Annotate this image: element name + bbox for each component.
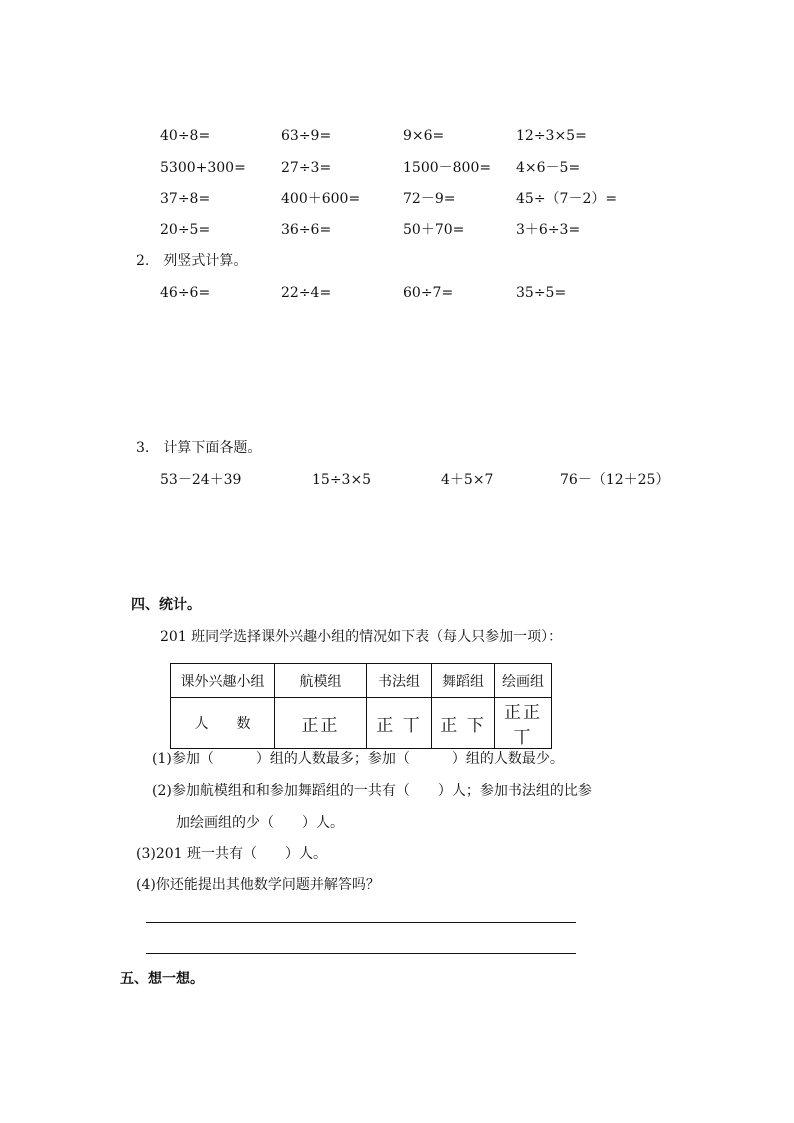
interest-group-table: [170, 663, 552, 749]
calc-item: 3＋6÷3=: [516, 222, 581, 238]
section-4-title: 四、统计。: [131, 597, 201, 613]
table-header-cell: 课外兴趣小组: [171, 664, 275, 698]
stat-question-1: (1)参加（ ）组的人数最多；参加（ ）组的人数最少。: [152, 751, 564, 767]
calc-item: 15÷3×5: [312, 472, 372, 488]
table-row: [171, 664, 552, 698]
table-header-cell: 舞蹈组: [432, 664, 495, 698]
table-header-cell: 书法组: [367, 664, 432, 698]
section-4-intro: 201 班同学选择课外兴趣小组的情况如下表（每人只参加一项）：: [160, 629, 563, 645]
calc-item: 35÷5=: [516, 285, 567, 301]
q3-heading: 3. 计算下面各题。: [136, 440, 262, 456]
calc-item: 4×6－5=: [516, 160, 581, 176]
tally-cell: 正正: [275, 698, 367, 749]
calc-item: 400＋600=: [281, 191, 361, 207]
stat-question-3: (3)201 班一共有（ ）人。: [136, 846, 328, 862]
calc-item: 76－（12＋25）: [560, 472, 670, 488]
calc-item: 1500－800=: [403, 160, 492, 176]
calc-item: 27÷3=: [281, 160, 332, 176]
q2-heading: 2. 列竖式计算。: [136, 253, 248, 269]
answer-line: [146, 953, 576, 954]
calc-item: 46÷6=: [160, 285, 211, 301]
calc-item: 50＋70=: [403, 222, 465, 238]
calc-item: 60÷7=: [403, 285, 454, 301]
table-row-label: 人 数: [171, 698, 275, 749]
tally-cell: 正 下: [432, 698, 495, 749]
section-5-title: 五、想一想。: [120, 971, 204, 987]
table-header-cell: 绘画组: [495, 664, 552, 698]
stat-question-4: (4)你还能提出其他数学问题并解答吗？: [136, 877, 380, 893]
table-header-cell: 航模组: [275, 664, 367, 698]
calc-item: 5300+300=: [160, 160, 246, 176]
calc-item: 72－9=: [403, 191, 456, 207]
calc-item: 12÷3×5=: [516, 128, 587, 144]
calc-item: 20÷5=: [160, 222, 211, 238]
tally-cell: 正 丅: [367, 698, 432, 749]
calc-item: 45÷（7－2）=: [516, 191, 618, 207]
answer-line: [146, 922, 576, 923]
calc-item: 53－24＋39: [160, 472, 242, 488]
table-row: [171, 698, 552, 749]
calc-item: 4＋5×7: [441, 472, 494, 488]
calc-item: 9×6=: [403, 128, 445, 144]
stat-question-2-line-2: 加绘画组的少（ ）人。: [176, 815, 344, 831]
stat-question-2-line-1: (2)参加航模组和和参加舞蹈组的一共有（ ）人；参加书法组的比参: [152, 783, 592, 799]
calc-item: 22÷4=: [281, 285, 332, 301]
calc-item: 63÷9=: [281, 128, 332, 144]
tally-cell: 正正丅: [495, 698, 552, 749]
calc-item: 40÷8=: [160, 128, 211, 144]
calc-item: 37÷8=: [160, 191, 211, 207]
calc-item: 36÷6=: [281, 222, 332, 238]
